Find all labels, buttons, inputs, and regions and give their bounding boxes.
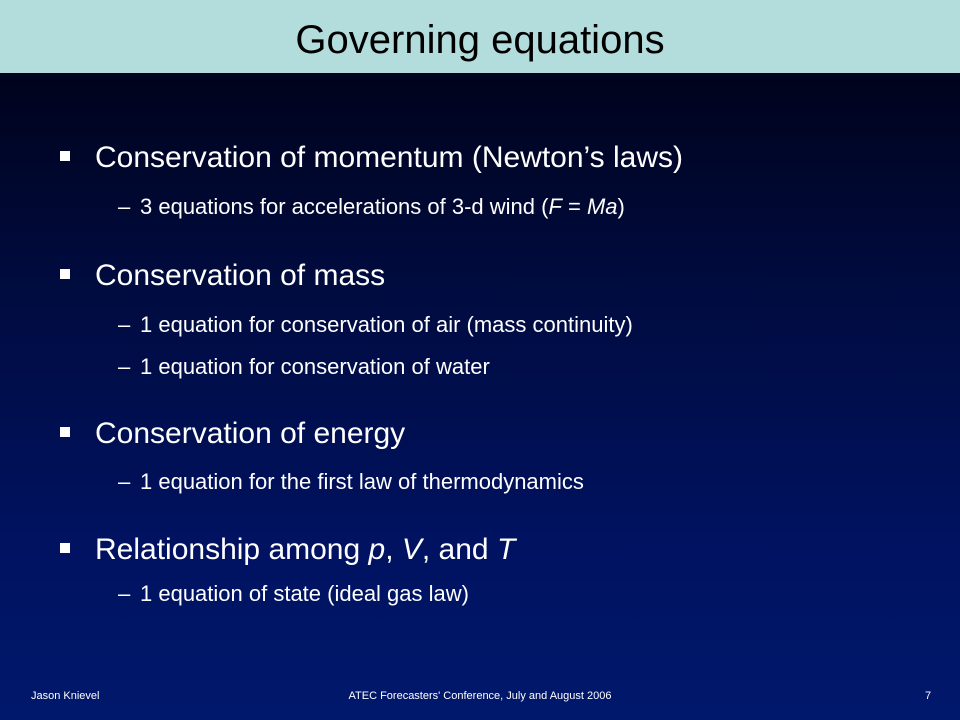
slide-title: Governing equations [295, 18, 665, 62]
square-bullet-icon [60, 269, 70, 279]
sub-text: 1 equation for conservation of water [140, 354, 490, 379]
sub-item-momentum [118, 193, 625, 221]
sub-item-state [118, 580, 469, 608]
square-bullet-icon [60, 151, 70, 161]
bullet-text: Conservation of energy [95, 417, 406, 450]
bullet-text: Conservation of momentum (Newton’s laws) [95, 141, 684, 174]
dash-marker: – [118, 469, 131, 494]
bullet-momentum [60, 140, 683, 176]
bullet-text: Relationship among p, V, and T [95, 533, 516, 566]
square-bullet-icon [60, 427, 70, 437]
sub-text: 3 equations for accelerations of 3-d wind (F = Ma) [140, 194, 625, 219]
dash-marker: – [118, 354, 131, 379]
dash-marker: – [118, 581, 131, 606]
sub-item-mass-air [118, 311, 633, 339]
bullet-mass [60, 258, 385, 294]
sub-text: 1 equation of state (ideal gas law) [140, 581, 469, 606]
dash-marker: – [118, 194, 131, 219]
square-bullet-icon [60, 543, 70, 553]
sub-text: 1 equation for the first law of thermodynamics [140, 469, 584, 494]
footer-event: ATEC Forecasters' Conference, July and August 2006 [348, 690, 612, 702]
footer-author: Jason Knievel [31, 690, 100, 702]
sub-text: 1 equation for conservation of air (mass continuity) [140, 312, 633, 337]
bullet-text: Conservation of mass [95, 259, 386, 292]
footer-page-number: 7 [925, 690, 932, 702]
bullet-relationship [60, 532, 515, 568]
sub-item-energy [118, 468, 584, 496]
sub-item-mass-water [118, 353, 490, 381]
bullet-energy [60, 416, 405, 452]
dash-marker: – [118, 312, 131, 337]
